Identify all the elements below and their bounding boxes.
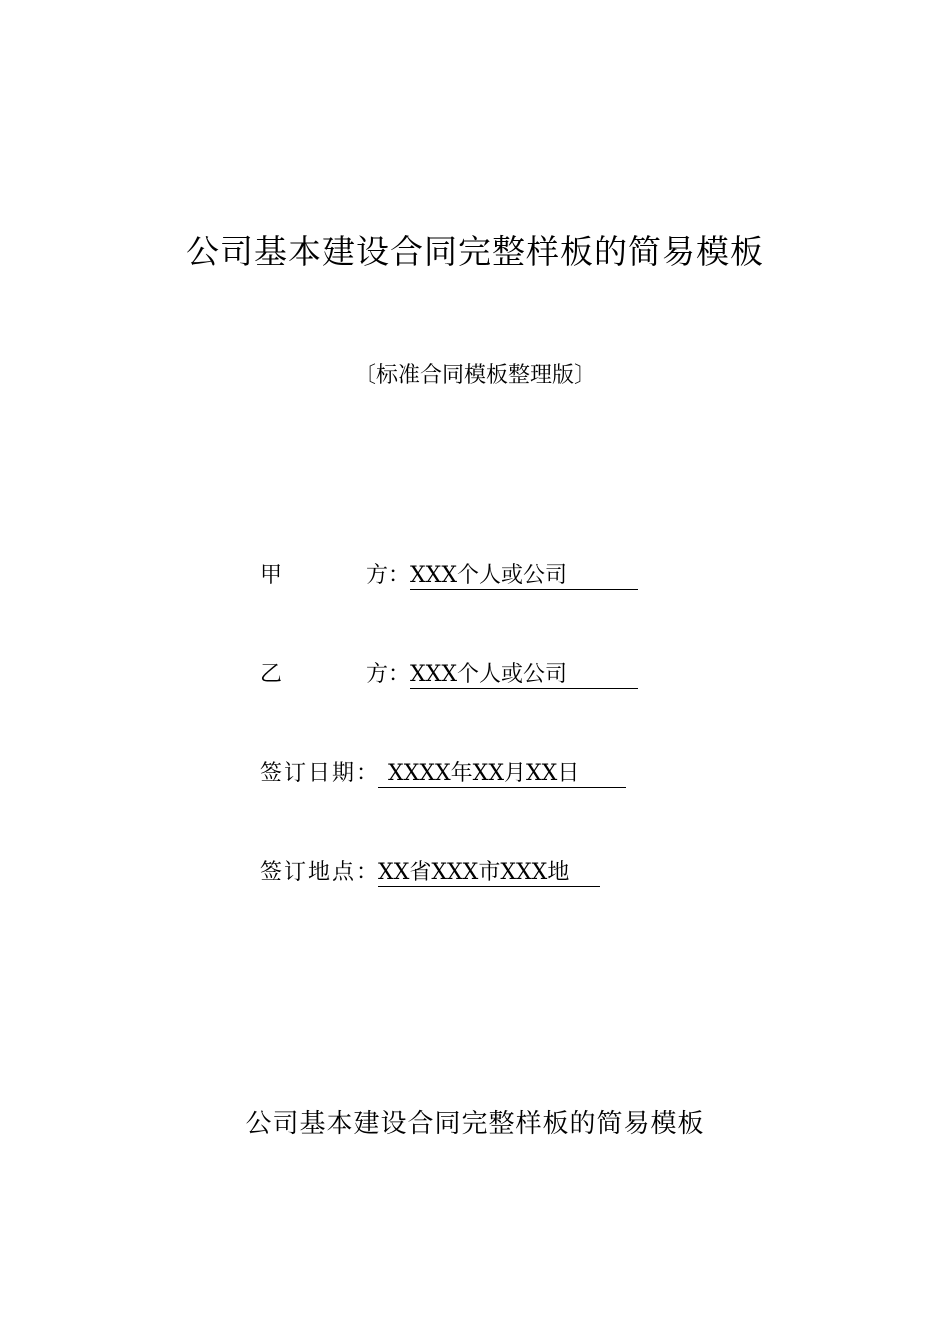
document-title: 公司基本建设合同完整样板的简易模板	[186, 232, 764, 271]
sign-date-row	[260, 758, 626, 790]
sign-date-colon: ：	[356, 761, 379, 786]
footer-title: 公司基本建设合同完整样板的简易模板	[245, 1109, 705, 1139]
party-a-label	[260, 560, 388, 592]
document-subtitle: 〔标准合同模板整理版〕	[353, 363, 596, 388]
party-a-value: XXX个人或公司	[410, 563, 638, 590]
sign-place-colon: ：	[356, 860, 379, 885]
party-a-label-first: 甲	[260, 563, 283, 588]
party-a-row	[260, 560, 638, 592]
sign-date-label: 签订日期	[260, 761, 357, 786]
party-a-label-last: 方	[365, 563, 388, 588]
sign-place-label: 签订地点	[260, 860, 357, 885]
sign-date-value: XXXX年XX月XX日	[378, 761, 626, 788]
sign-place-row	[260, 857, 600, 889]
party-b-label-first: 乙	[260, 662, 283, 687]
party-b-row	[260, 659, 638, 691]
party-b-label-last: 方	[365, 662, 388, 687]
sign-place-value: XX省XXX市XXX地	[378, 860, 600, 887]
party-b-colon: ：	[388, 662, 411, 687]
party-b-value: XXX个人或公司	[410, 662, 638, 689]
party-a-colon: ：	[388, 563, 411, 588]
party-b-label	[260, 659, 388, 691]
